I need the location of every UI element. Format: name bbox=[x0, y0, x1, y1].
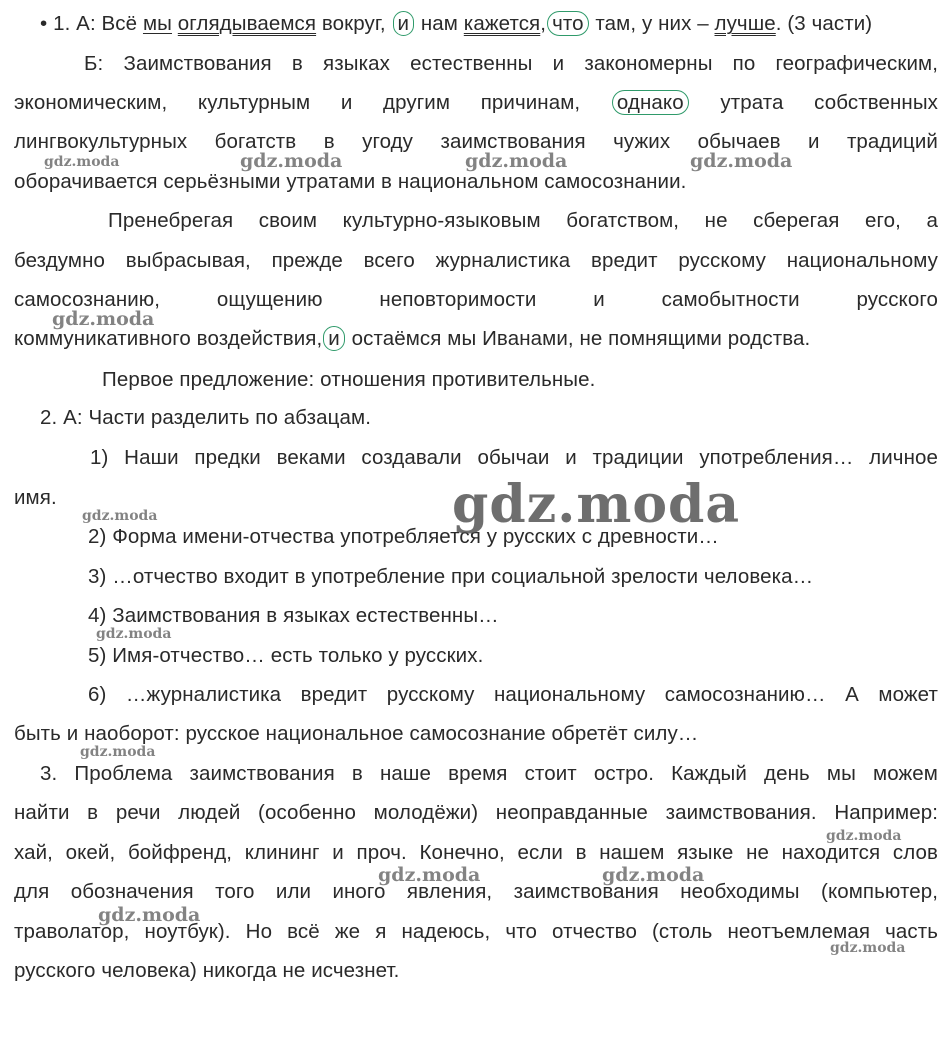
text-line: самосознанию, ощущению неповторимости и самобытности русского bbox=[14, 288, 938, 311]
answer-3-line: 3. Проблема заимствования в наше время стоит остро. Каждый день мы можем bbox=[40, 762, 938, 785]
text-line: экономическим, культурным и другим причинам, однако утрата собственных bbox=[14, 91, 939, 114]
watermark: gdz.moda bbox=[96, 626, 172, 642]
text-line: бездумно выбрасывая, прежде всего журналистика вредит русскому национальному bbox=[14, 249, 938, 272]
conjunction-i-circled: и bbox=[323, 326, 345, 351]
text-line: оборачивается серьёзными утратами в национальном самосознании. bbox=[14, 170, 687, 193]
text-line: Первое предложение: отношения противительные. bbox=[102, 368, 596, 391]
predicate-ogl: оглядываемся bbox=[177, 12, 317, 35]
conjunction-chto-circled: что bbox=[547, 11, 589, 36]
predicate-luch: лучше bbox=[714, 12, 776, 35]
list-item: быть и наоборот: русское национальное самосознание обретёт силу… bbox=[14, 722, 699, 745]
list-item: имя. bbox=[14, 486, 57, 509]
watermark: gdz.moda bbox=[82, 508, 158, 524]
watermark: gdz.moda bbox=[465, 150, 568, 172]
subject-my: мы bbox=[142, 12, 172, 35]
watermark: gdz.moda bbox=[240, 150, 343, 172]
watermark-large: gdz.moda bbox=[452, 474, 741, 535]
list-item: 3) …отчество входит в употребление при социальной зрелости человека… bbox=[88, 565, 814, 588]
text-line: русского человека) никогда не исчезнет. bbox=[14, 959, 400, 982]
text-line: Пренебрегая своим культурно-языковым богатством, не сберегая его, а bbox=[108, 209, 938, 232]
bullet: • bbox=[40, 12, 48, 35]
text-line: Б: Заимствования в языках естественны и закономерны по географическим, bbox=[84, 52, 938, 75]
text-line: для обозначения того или иного явления, заимствования необходимы (компьютер, bbox=[14, 880, 938, 903]
watermark: gdz.moda bbox=[44, 154, 120, 170]
watermark: gdz.moda bbox=[378, 864, 481, 886]
answer-1a-line: • 1. А: Всё мы оглядываемся вокруг, и нам кажется, что там, у них – лучше. (3 части) bbox=[40, 12, 873, 35]
text-line: коммуникативного воздействия, и остаёмся мы Иванами, не помнящими родства. bbox=[14, 327, 811, 350]
answer-2-heading: 2. А: Части разделить по абзацам. bbox=[40, 406, 372, 429]
watermark: gdz.moda bbox=[690, 150, 793, 172]
watermark: gdz.moda bbox=[830, 940, 906, 956]
conjunction-i-circled: и bbox=[393, 11, 415, 36]
watermark: gdz.moda bbox=[52, 308, 155, 330]
watermark: gdz.moda bbox=[98, 904, 201, 926]
text-line: найти в речи людей (особенно молодёжи) неоправданные заимствования. Например: bbox=[14, 801, 938, 824]
list-item: 4) Заимствования в языках естественны… bbox=[88, 604, 499, 627]
list-item: 2) Форма имени-отчества употребляется у русских с древности… bbox=[88, 525, 719, 548]
watermark: gdz.moda bbox=[80, 744, 156, 760]
list-item: 5) Имя-отчество… есть только у русских. bbox=[88, 644, 484, 667]
watermark: gdz.moda bbox=[826, 828, 902, 844]
list-item: 1) Наши предки веками создавали обычаи и традиции употребления… личное bbox=[90, 446, 938, 469]
text-line: хай, окей, бойфренд, клининг и проч. Конечно, если в нашем языке не находится слов bbox=[14, 841, 938, 864]
text-line: траволатор, ноутбук). Но всё же я надеюсь, что отчество (столь неотъемлемая часть bbox=[14, 920, 938, 943]
conjunction-odnako-circled: однако bbox=[612, 90, 689, 115]
list-item: 6) …журналистика вредит русскому национальному самосознанию… А может bbox=[88, 683, 938, 706]
watermark: gdz.moda bbox=[602, 864, 705, 886]
text-line: лингвокультурных богатств в угоду заимствования чужих обычаев и традиций bbox=[14, 130, 938, 153]
predicate-kazh: кажется bbox=[463, 12, 541, 35]
